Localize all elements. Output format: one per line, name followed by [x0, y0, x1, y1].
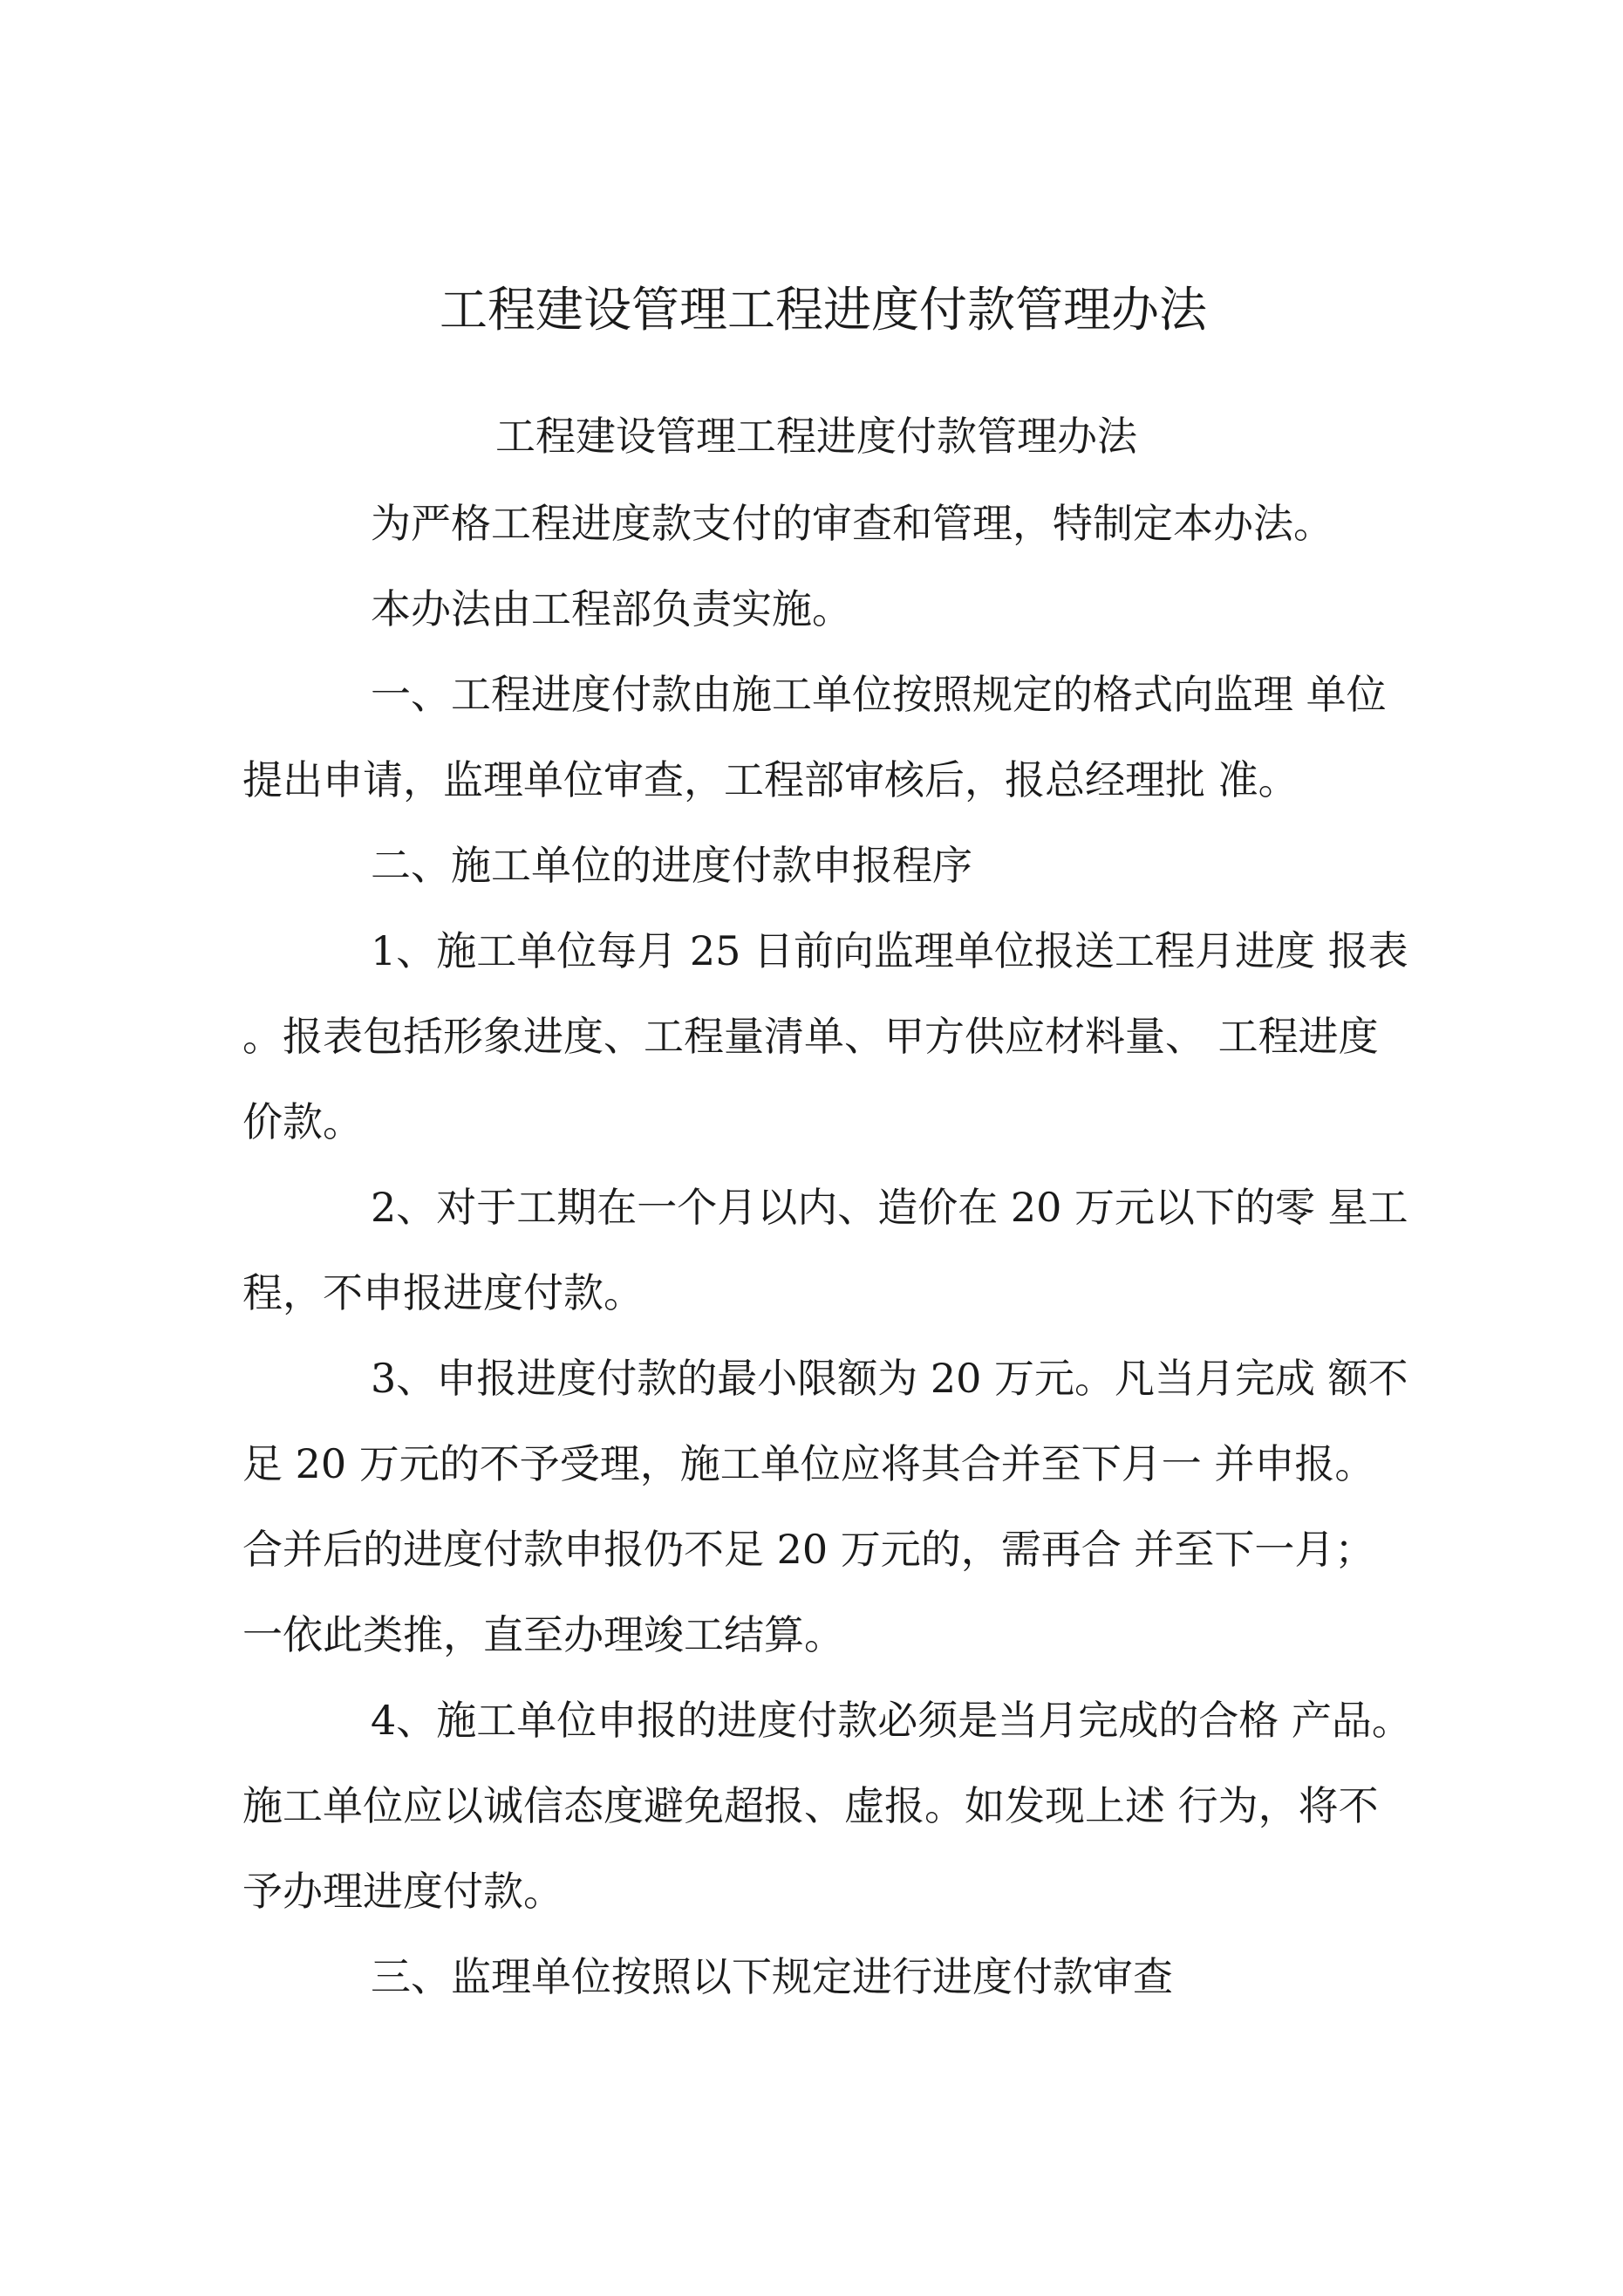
- paragraph-line: 提出申请，监理单位审查，工程部审核后，报总经理批 准。: [242, 756, 1299, 803]
- paragraph-line: 三、监理单位按照以下规定进行进度付款审查: [371, 1953, 1173, 2000]
- document-title: 工程建设管理工程进度付款管理办法: [440, 282, 1208, 338]
- paragraph-line: 。报表包括形象进度、工程量清单、甲方供应材料量、 工程进度: [242, 1013, 1379, 1060]
- paragraph-line: 施工单位应以诚信态度避免超报、虚报。如发现上述 行为，将不: [242, 1782, 1379, 1829]
- paragraph-line: 一、工程进度付款由施工单位按照规定的格式向监理 单位: [371, 671, 1387, 718]
- paragraph-line: 价款。: [242, 1098, 363, 1145]
- paragraph-line: 予办理进度付款。: [242, 1868, 563, 1915]
- paragraph-line: 本办法由工程部负责实施。: [371, 585, 852, 632]
- document-subtitle: 工程建设管理工程进度付款管理办法: [495, 413, 1137, 460]
- paragraph-line: 4、施工单位申报的进度付款必须是当月完成的合格 产品。: [371, 1697, 1412, 1744]
- paragraph-line: 足 20 万元的不予受理，施工单位应将其合并至下月一 并申报。: [242, 1440, 1375, 1487]
- paragraph-line: 为严格工程进度款支付的审查和管理，特制定本办法。: [371, 500, 1333, 547]
- paragraph-line: 合并后的进度付款申报仍不足 20 万元的，需再合 并至下一月；: [242, 1526, 1375, 1573]
- paragraph-line: 2、对于工期在一个月以内、造价在 20 万元以下的零 星工: [371, 1184, 1408, 1231]
- paragraph-line: 程，不申报进度付款。: [242, 1269, 644, 1316]
- paragraph-line: 一依此类推，直至办理竣工结算。: [242, 1611, 844, 1658]
- paragraph-line: 二、施工单位的进度付款申报程序: [371, 842, 972, 889]
- paragraph-line: 1、施工单位每月 25 日前向监理单位报送工程月进度 报表: [371, 927, 1408, 974]
- paragraph-line: 3、申报进度付款的最小限额为 20 万元。凡当月完成 额不: [371, 1355, 1408, 1402]
